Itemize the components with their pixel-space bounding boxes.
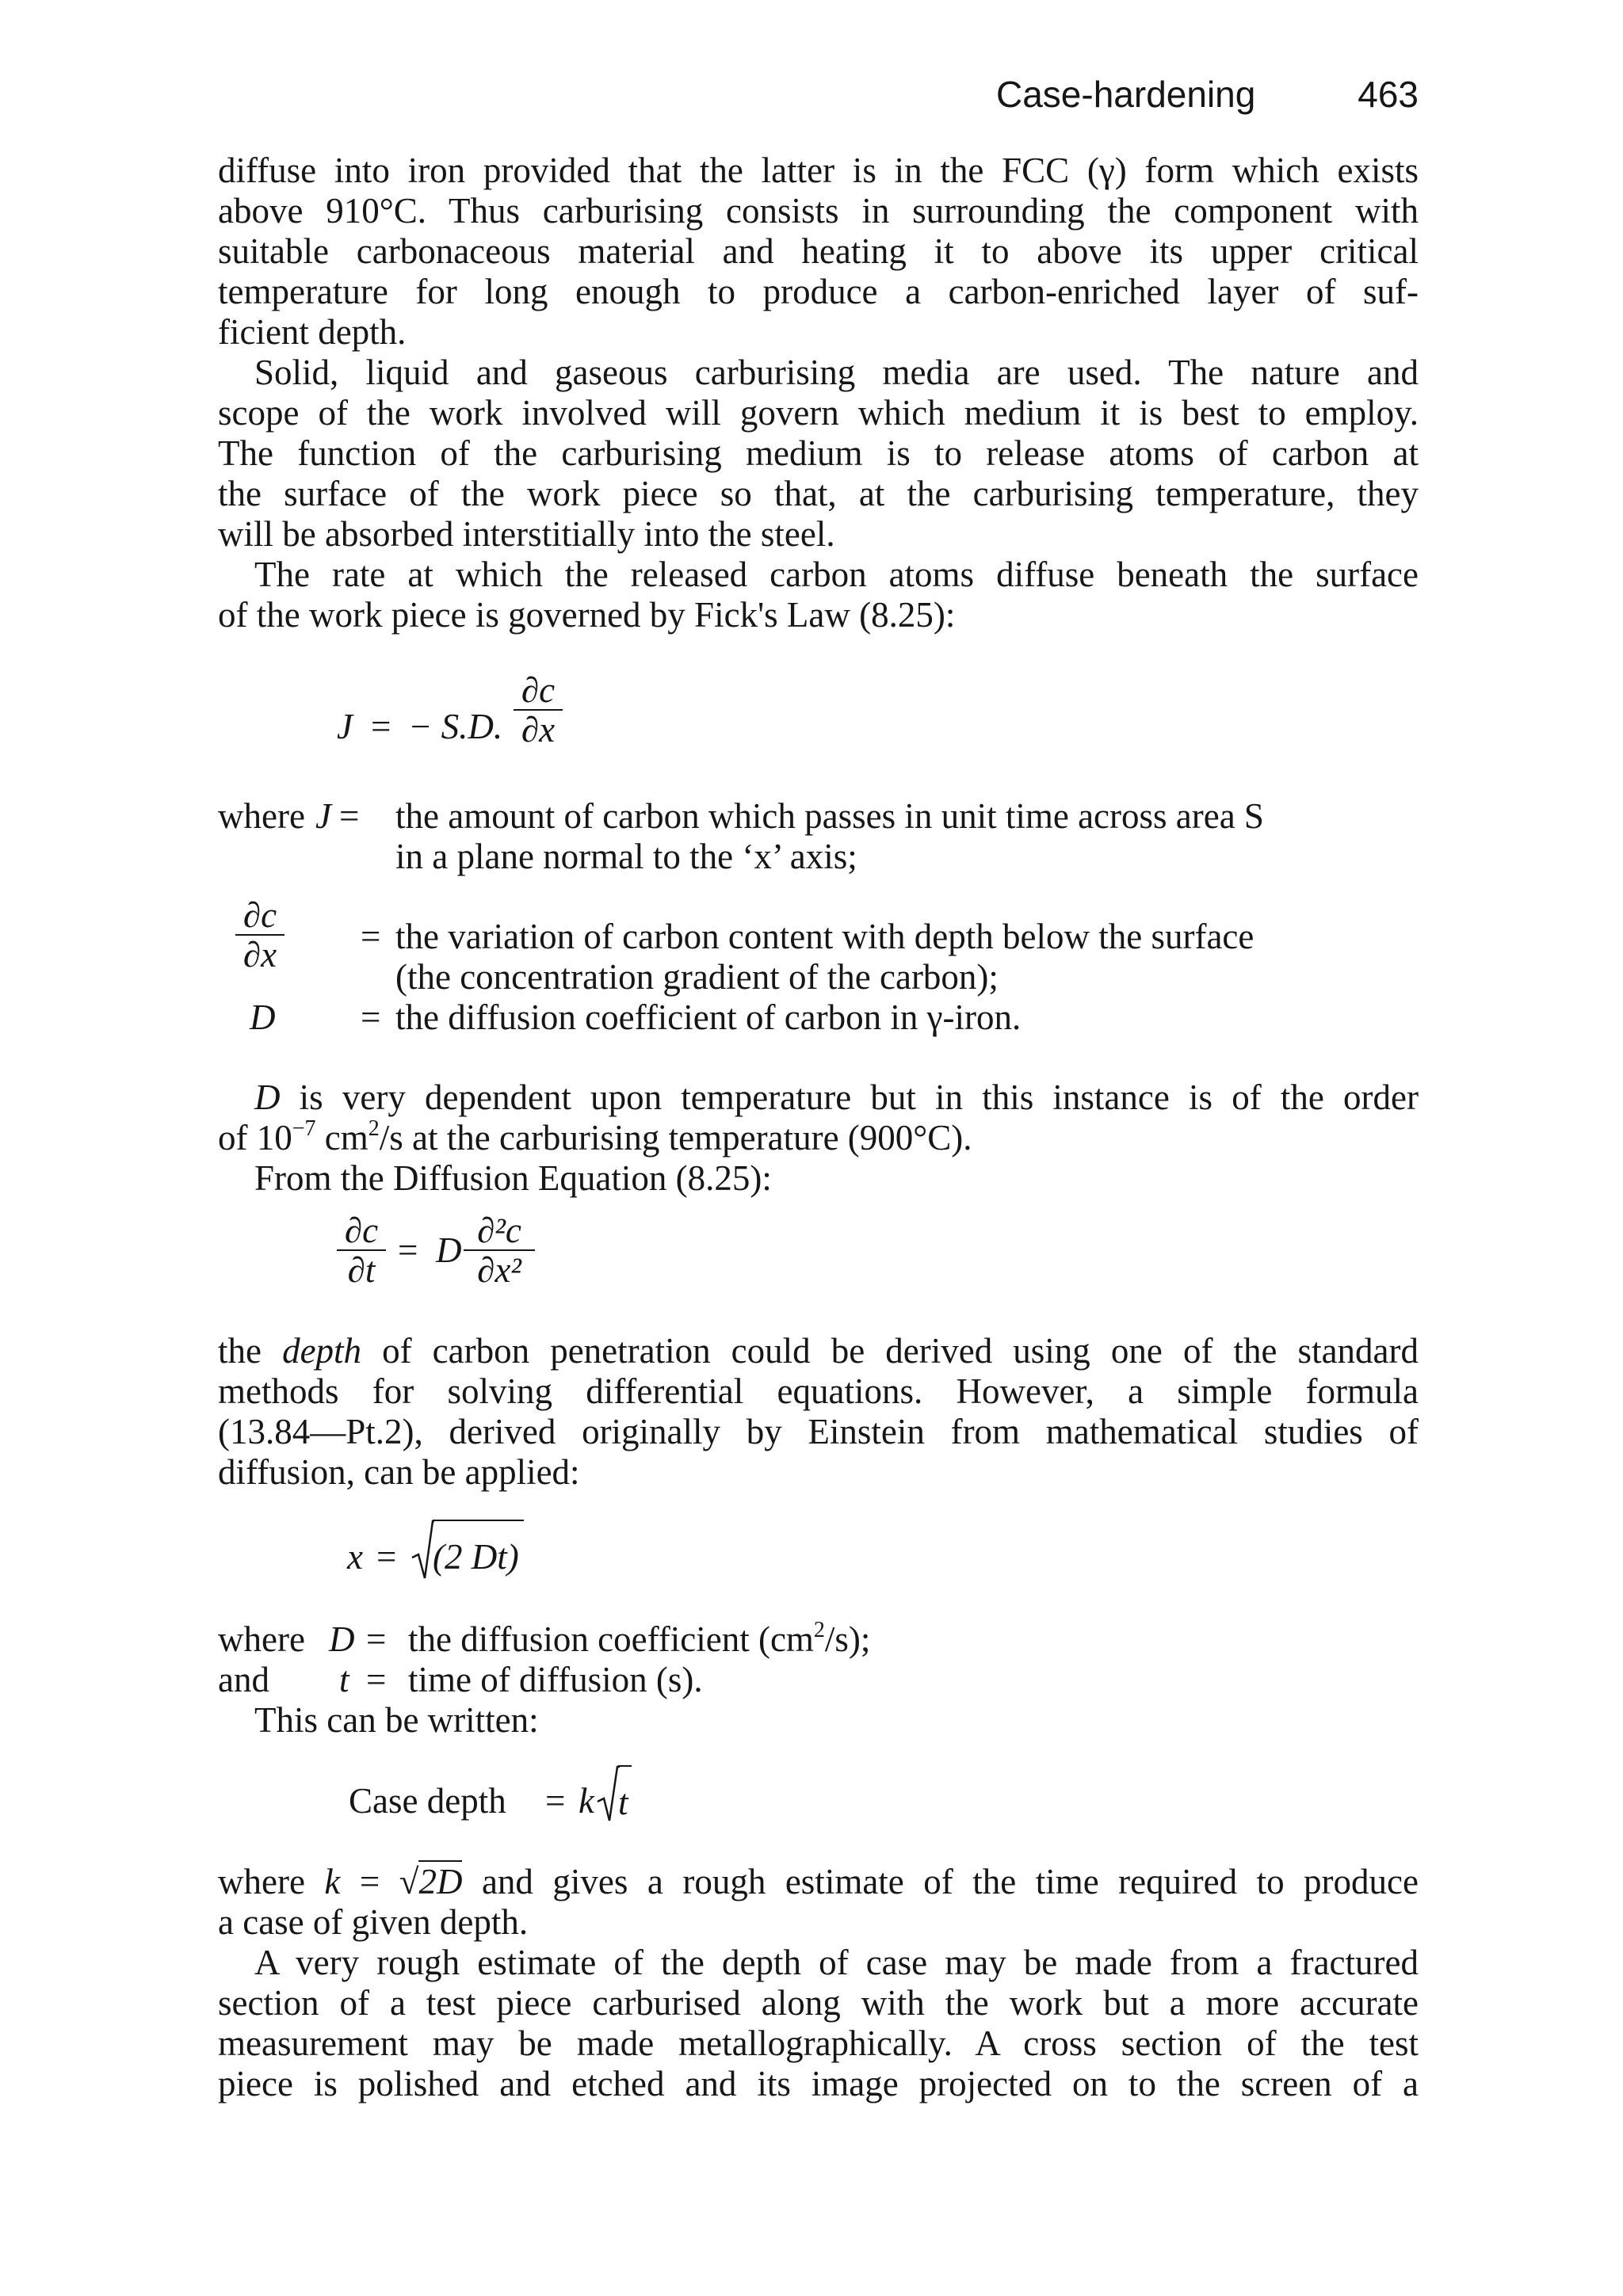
eq-lhs: Case depth [349,1781,506,1821]
eq-term: − S.D. [408,707,503,746]
text-line: scope of the work involved will govern which medium it is best to employ. [218,393,1419,433]
def-symbol-j: J [315,796,331,836]
eq-variable-j: J [337,707,353,746]
text-line [218,1077,1419,1118]
text-line: ficient depth. [218,312,407,352]
text-fragment: the [218,1331,283,1371]
text-line: This can be written: [254,1700,539,1740]
text-line [218,1862,1419,1902]
def-text: (the concentration gradient of the carbon); [395,957,999,997]
eq-denominator: ∂x [521,710,556,749]
and-label: and [218,1660,269,1699]
eq-denominator: ∂x [242,935,277,974]
def-text: the diffusion coefficient of carbon in γ-iron. [395,997,1022,1037]
page-number: 463 [1358,74,1419,115]
text-fragment: and gives a rough estimate of the time required to produce [462,1862,1419,1901]
eq-equals: = [398,1230,418,1270]
paragraph-carburising-intro [218,151,1419,353]
eq-radicand: (2 Dt) [433,1520,524,1577]
def-text: the variation of carbon content with depth below the surface [395,917,1254,956]
paragraph-case-estimate [218,1943,1419,2104]
paragraph-diffusion-equation-intro [218,1158,1419,1199]
eq-fraction [464,1212,535,1288]
def-text [408,1619,870,1660]
text-line: diffuse into iron provided that the latter is in the FCC (γ) form which exists [218,151,1419,190]
def-text: in a plane normal to the ‘x’ axis; [395,837,857,876]
where-label: where [218,1619,305,1659]
eq-numerator: ∂c [521,670,556,710]
text-line: From the Diffusion Equation (8.25): [254,1158,772,1198]
text-line: methods for solving differential equations. However, a simple formula [218,1371,1419,1411]
eq-numerator: ∂c [242,895,277,935]
radical-sign [596,1764,620,1824]
eq-equals: = [545,1781,566,1821]
paragraph-carburising-media [218,353,1419,555]
def-equals: = [366,1619,387,1659]
eq-radicand: 2D [418,1862,463,1901]
text-line: The function of the carburising medium is to release atoms of carbon at [218,433,1419,473]
text-line: temperature for long enough to produce a carbon-enriched layer of suf- [218,272,1419,311]
eq-radicand: t [618,1765,632,1823]
eq-variable-x: x [347,1537,363,1577]
text-line: measurement may be made metallographically. A cross section of the test [218,2023,1419,2063]
def-equals: = [361,917,381,956]
radical-sign [411,1518,434,1581]
eq-equals: = [371,707,391,746]
text-line: piece is polished and etched and its image projected on to the screen of a [218,2064,1419,2103]
where-label: where [218,796,305,836]
eq-denominator: ∂x² [477,1250,521,1290]
eq-variable-k: k [579,1781,594,1821]
text-fragment: = [340,1862,399,1901]
paragraph-written-as [218,1700,1419,1741]
text-line: of the work piece is governed by Fick's Law (8.25): [218,595,956,635]
eq-numerator: ∂c [344,1211,379,1250]
paragraph-depth-penetration [218,1331,1419,1493]
def-text: the amount of carbon which passes in unit time across area S [395,796,1264,836]
eq-equals: = [376,1537,397,1577]
text-line: (13.84—Pt.2), derived originally by Einstein from mathematical studies of [218,1412,1419,1451]
eq-denominator: ∂t [347,1250,376,1290]
text-line: the surface of the work piece so that, at the carburising temperature, they [218,474,1419,513]
text-fragment: /s at the carburising temperature (900°C). [379,1118,972,1158]
page-header [872,73,1419,120]
text-fragment: where [218,1862,325,1901]
inline-symbol-d: D [254,1077,281,1117]
text-fragment: cm [315,1118,369,1158]
def-equals: = [339,796,360,836]
eq-variable-d: D [436,1230,462,1270]
inline-root: √2D [399,1862,463,1901]
text-line: A very rough estimate of the depth of case may be made from a fractured [254,1943,1419,1982]
def-symbol-t: t [339,1660,349,1699]
text-line: section of a test piece carburised along with the work but a more accurate [218,1983,1419,2023]
text-line: suitable carbonaceous material and heating it to above its upper critical [218,231,1419,271]
def-symbol-d: D [250,997,276,1037]
text-line: above 910°C. Thus carburising consists in surrounding the component with [218,191,1419,231]
def-symbol-gradient [235,897,285,973]
text-fragment: of 10 [218,1118,292,1158]
text-line: a case of given depth. [218,1902,529,1942]
text-line: will be absorbed interstitially into the steel. [218,514,835,554]
paragraph-diffusion-coefficient [218,1077,1419,1158]
paragraph-ficks-law-intro [218,555,1419,635]
text-line: The rate at which the released carbon atoms diffuse beneath the surface [254,555,1419,594]
text-fragment: the diffusion coefficient (cm [408,1619,814,1659]
eq-fraction [514,672,563,748]
text-line: Solid, liquid and gaseous carburising media are used. The nature and [254,353,1419,392]
running-head: Case-hardening [996,74,1256,115]
def-symbol-d: D [329,1619,355,1659]
def-equals: = [366,1660,387,1699]
text-fragment: is very dependent upon temperature but in this instance is of the order [280,1077,1419,1117]
def-equals: = [361,997,381,1037]
text-fragment: of carbon penetration could be derived using one of the standard [361,1331,1419,1371]
superscript: −7 [292,1116,316,1141]
text-fragment: /s); [824,1619,871,1659]
text-line [218,1118,1419,1158]
eq-numerator: ∂²c [477,1211,521,1250]
text-line: diffusion, can be applied: [218,1452,580,1492]
eq-fraction [337,1212,386,1288]
inline-symbol-k: k [324,1862,341,1901]
superscript: 2 [813,1618,825,1642]
paragraph-k-definition [218,1862,1419,1943]
superscript: 2 [368,1116,380,1141]
text-line [218,1331,1419,1371]
def-text: time of diffusion (s). [408,1660,703,1699]
emphasis: depth [282,1331,362,1371]
